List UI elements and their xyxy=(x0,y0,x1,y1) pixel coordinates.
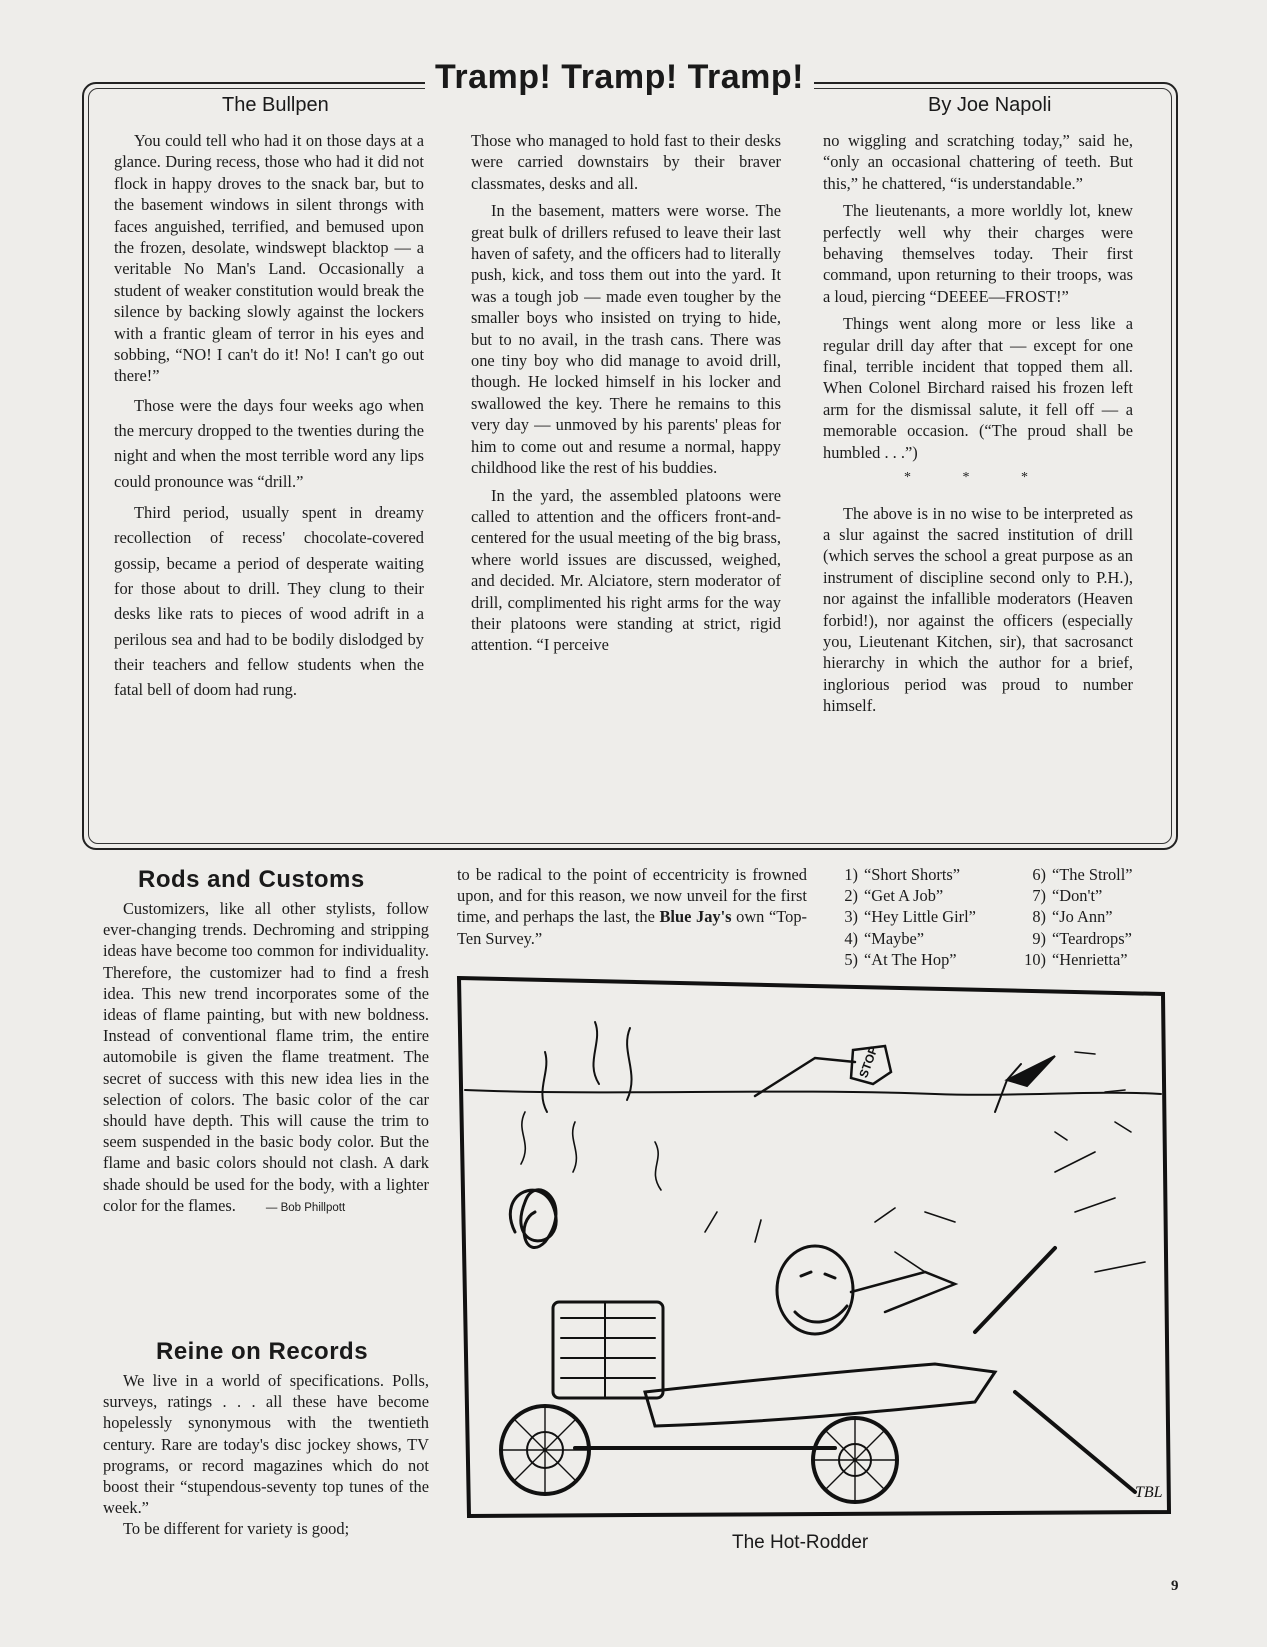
paragraph: Those who managed to hold fast to their desks were carried downstairs by their braver classmates, desks and all. xyxy=(471,131,781,193)
top-ten-survey xyxy=(828,864,1188,970)
reine-title: Reine on Records xyxy=(156,1338,369,1365)
artist-signature: TBL xyxy=(1135,1484,1163,1501)
paragraph: The lieutenants, a more worldly lot, knew perfectly well why their charges were behaving themselves today. Their first command, upon returning to their troops, was a loud, piercing “DEEEE—FROST!” xyxy=(823,201,1133,306)
reine-column xyxy=(103,1370,429,1540)
reine-cont-text: own “Top-Ten Survey.” xyxy=(457,907,807,948)
page-number: 9 xyxy=(1171,1578,1179,1594)
rods-title: Rods and Customs xyxy=(138,866,365,893)
list-item: 2) “Get A Job” 7) “Don't” xyxy=(844,886,1103,906)
article-title: Tramp! Tramp! Tramp! xyxy=(425,58,814,97)
engine xyxy=(553,1302,663,1398)
article-byline: By Joe Napoli xyxy=(928,94,1052,116)
paragraph: We live in a world of specifications. Polls, surveys, ratings . . . all these have become hopelessly synonymous with the twentieth century. Rare are today's disc jockey shows, TV programs, or record magazines which do not boost their “stupendous-seventy top tunes of the week.” xyxy=(103,1371,429,1518)
paragraph: You could tell who had it on those days at a glance. During recess, those who had it did not flock in happy droves to the snack bar, but to the basement windows in silent throngs with faces anguished, terrified, and bemused upon the frozen, desolate, windswept blacktop — a veritable No Man's Land. Occasionally a student of weaker constitution would break the silence by backing slowly against the lockers with a frantic gleam of terror in his eyes and sobbing, “NO! I can't do it! No! I can't go out there!” xyxy=(114,131,424,386)
list-item: 5) “At The Hop” 10) “Henrietta” xyxy=(844,949,1128,969)
paragraph: no wiggling and scratching today,” said he, “only an occasional chattering of teeth. But this,” he chattered, “is understandable.” xyxy=(823,131,1133,193)
publication-name: Blue Jay's xyxy=(659,907,732,927)
paragraph: Third period, usually spent in dreamy recollection of recess' chocolate-covered gossip, became a period of desperate waiting for those about to drill. They clung to their desks like rats to pieces of wood adrift in a perilous sea and had to be bodily dislodged by their teachers and fellow students when the fatal bell of doom had rung. xyxy=(114,503,424,700)
paragraph: To be different for variety is good; xyxy=(123,1519,350,1539)
rods-body: Customizers, like all other stylists, follow ever-changing trends. Dechroming and stripping ideas have become too common for individuality. Therefore, the customizer had to find a fresh idea. This new trend incorporates some of the ideas of flame painting, but with new boldness. Instead of conventional flame trim, the entire automobile is given the flame treatment. The secret of success with this new idea lies in the selection of colors. The basic color of the car should have depth. This will cause the trim to seem suspended in the basic body color. But the flame and basic colors should not clash. A dark shade should be used for the body, with a lighter color for the flames. xyxy=(103,899,429,1215)
rods-byline: — Bob Phillpott xyxy=(265,1201,346,1214)
paragraph: In the basement, matters were worse. The great bulk of drillers refused to leave their last haven of safety, and the officers had to literally push, kick, and toss them out into the yard. It was a tough job — made even tougher by the smaller boys who insisted on trying to hide, but to no avail, in the trash cans. There was one tiny boy who did manage to avoid drill, though. He locked himself in his locker and swallowed the key. There he remains to this very day — unmoved by his parents' pleas for him to come out and resume a normal, happy childhood like the rest of his buddies. xyxy=(471,201,781,478)
paragraph: In the yard, the assembled platoons were called to attention and the officers front-and-centered for the usual meeting of the big brass, where world issues are discussed, weighed, and decided. Mr. Alciatore, stern moderator of drill, complimented his right arms for the way their platoons were standing at strict, rigid attention. “I perceive xyxy=(471,485,781,655)
hot-rodder-cartoon xyxy=(455,972,1175,1524)
paragraph: Those were the days four weeks ago when the mercury dropped to the twenties during the night and when the most terrible word any lips could pronounce was “drill.” xyxy=(114,395,424,491)
list-item: 3) “Hey Little Girl” 8) “Jo Ann” xyxy=(844,907,1113,927)
reine-cont-text: to be radical to the point of eccentricity is frowned upon, and for this reason, we now unveil for the first time, and perhaps the last, the xyxy=(457,865,807,927)
section-label: The Bullpen xyxy=(222,94,329,116)
rods-column xyxy=(103,898,429,1219)
article-column-1 xyxy=(114,130,424,702)
stop-sign-text: STOP xyxy=(856,1044,881,1080)
list-item: 1) “Short Shorts” 6) “The Stroll” xyxy=(844,865,1133,884)
car-body xyxy=(645,1364,995,1426)
article-column-3 xyxy=(823,130,1133,717)
section-separator: * * * xyxy=(904,470,1052,486)
paragraph: Things went along more or less like a regular drill day after that — except for one final, terrible incident that topped them all. When Colonel Birchard raised his frozen left arm for the dismissal salute, it fell off — a memorable occasion. (“The proud shall be humbled . . .”) xyxy=(823,314,1133,462)
paragraph: The above is in no wise to be interpreted as a slur against the sacred institution of drill (which serves the school a great purpose as an instrument of discipline second only to P.H.), nor against the infallible moderators (Heaven forbid!), nor against the officers (especially you, Lieutenant Kitchen, sir), that sacrosanct hierarchy in which the author for a brief, inglorious period was proud to number himself. xyxy=(823,503,1133,716)
reine-continued xyxy=(457,864,807,949)
cartoon-caption: The Hot-Rodder xyxy=(732,1532,869,1553)
article-column-2 xyxy=(471,130,781,656)
list-item: 4) “Maybe” 9) “Teardrops” xyxy=(844,928,1132,948)
horizon-line xyxy=(465,1090,1161,1095)
